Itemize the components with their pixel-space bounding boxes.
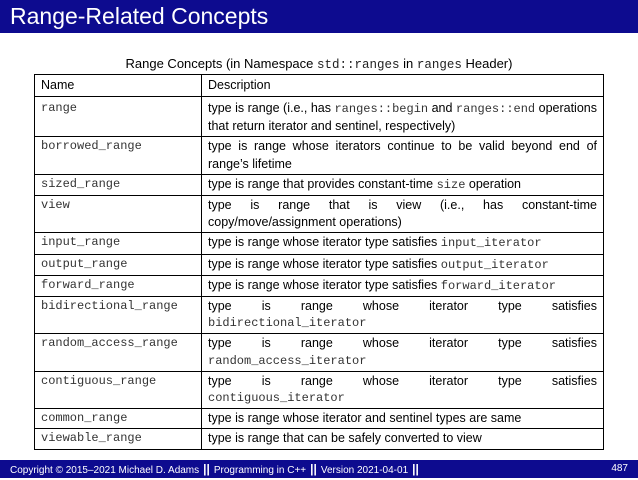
range-concepts-table bbox=[34, 74, 604, 450]
table-row bbox=[35, 429, 604, 449]
slide-title: Range-Related Concepts bbox=[10, 3, 269, 29]
description-text: type is range whose iterator type satisfies bbox=[208, 336, 597, 351]
concept-name: range bbox=[35, 97, 202, 137]
table-row bbox=[35, 297, 604, 334]
concept-name: viewable_range bbox=[35, 429, 202, 449]
page-number: 487 bbox=[611, 463, 628, 474]
footer-course: Programming in C++ bbox=[213, 465, 307, 476]
concept-name: common_range bbox=[35, 409, 202, 429]
footer-info bbox=[10, 460, 423, 480]
concept-description bbox=[202, 196, 604, 233]
description-code: ranges::end bbox=[455, 102, 536, 116]
table-row bbox=[35, 254, 604, 275]
description-text: operation bbox=[465, 176, 522, 191]
concept-description bbox=[202, 297, 604, 334]
concept-description bbox=[202, 97, 604, 137]
title-bar bbox=[0, 0, 638, 33]
description-text: type is range (i.e., has bbox=[208, 101, 335, 115]
description-code: input_iterator bbox=[440, 236, 542, 251]
concept-name: forward_range bbox=[35, 275, 202, 296]
description-text: type is range whose iterator and sentinel types are same bbox=[208, 411, 522, 426]
concept-name: sized_range bbox=[35, 174, 202, 195]
concept-name: input_range bbox=[35, 233, 202, 254]
concept-name: contiguous_range bbox=[35, 371, 202, 408]
table-row bbox=[35, 371, 604, 408]
description-text: type is range that provides constant-time bbox=[208, 176, 437, 191]
footer-separator: || bbox=[203, 462, 210, 476]
description-text: type is range whose iterator type satisfies bbox=[208, 373, 597, 388]
concept-description bbox=[202, 254, 604, 275]
description-text: and bbox=[428, 101, 456, 115]
description-text: type is range whose iterator type satisfies bbox=[208, 256, 441, 271]
concept-name: bidirectional_range bbox=[35, 297, 202, 334]
table-header-row bbox=[35, 75, 604, 97]
table-row bbox=[35, 334, 604, 371]
concept-description bbox=[202, 429, 604, 449]
caption-namespace: std::ranges bbox=[317, 58, 400, 72]
concept-name: random_access_range bbox=[35, 334, 202, 371]
concept-description bbox=[202, 334, 604, 371]
table-row bbox=[35, 275, 604, 296]
description-text: type is range whose iterator type satisfies bbox=[208, 235, 441, 250]
table-row bbox=[35, 174, 604, 195]
description-text: type is range whose iterator type satisfies bbox=[208, 277, 441, 292]
footer-separator: || bbox=[310, 462, 317, 476]
table-row bbox=[35, 233, 604, 254]
concept-description bbox=[202, 371, 604, 408]
caption-text-after: Header) bbox=[461, 56, 513, 71]
description-code: bidirectional_iterator bbox=[208, 316, 367, 331]
description-text: operations that return iterator and sentinel, respectively) bbox=[208, 101, 597, 134]
concept-description bbox=[202, 137, 604, 174]
table-row bbox=[35, 137, 604, 174]
description-text: type is range whose iterator type satisfies bbox=[208, 299, 597, 314]
concept-description bbox=[202, 409, 604, 429]
caption-header: ranges bbox=[416, 58, 462, 72]
footer-copyright: Copyright © 2015–2021 Michael D. Adams bbox=[10, 465, 200, 476]
concept-description bbox=[202, 275, 604, 296]
concept-description bbox=[202, 233, 604, 254]
concept-description bbox=[202, 174, 604, 195]
caption-text-before: Range Concepts (in Namespace bbox=[125, 56, 318, 71]
column-header-description: Description bbox=[202, 75, 604, 97]
concept-name: output_range bbox=[35, 254, 202, 275]
concept-name: view bbox=[35, 196, 202, 233]
concept-name: borrowed_range bbox=[35, 137, 202, 174]
description-text: type is range whose iterators continue to be valid beyond end of range’s lifetime bbox=[208, 139, 597, 171]
description-code: contiguous_iterator bbox=[208, 391, 345, 406]
footer-version: Version 2021-04-01 bbox=[320, 465, 409, 476]
description-code: output_iterator bbox=[440, 257, 549, 272]
description-code: forward_iterator bbox=[440, 278, 556, 293]
table-caption bbox=[0, 56, 638, 73]
column-header-name: Name bbox=[35, 75, 202, 97]
caption-text-middle: in bbox=[399, 56, 417, 71]
description-code: size bbox=[436, 177, 466, 192]
table-row bbox=[35, 409, 604, 429]
footer-bar bbox=[0, 460, 638, 478]
description-text: type is range that can be safely converted to view bbox=[208, 431, 482, 446]
description-code: ranges::begin bbox=[334, 102, 429, 116]
description-text: type is range that is view (i.e., has constant-time copy/move/assignment operations) bbox=[208, 198, 597, 230]
description-code: random_access_iterator bbox=[208, 353, 367, 368]
footer-separator: || bbox=[412, 462, 419, 476]
table-row bbox=[35, 196, 604, 233]
table-row bbox=[35, 97, 604, 137]
